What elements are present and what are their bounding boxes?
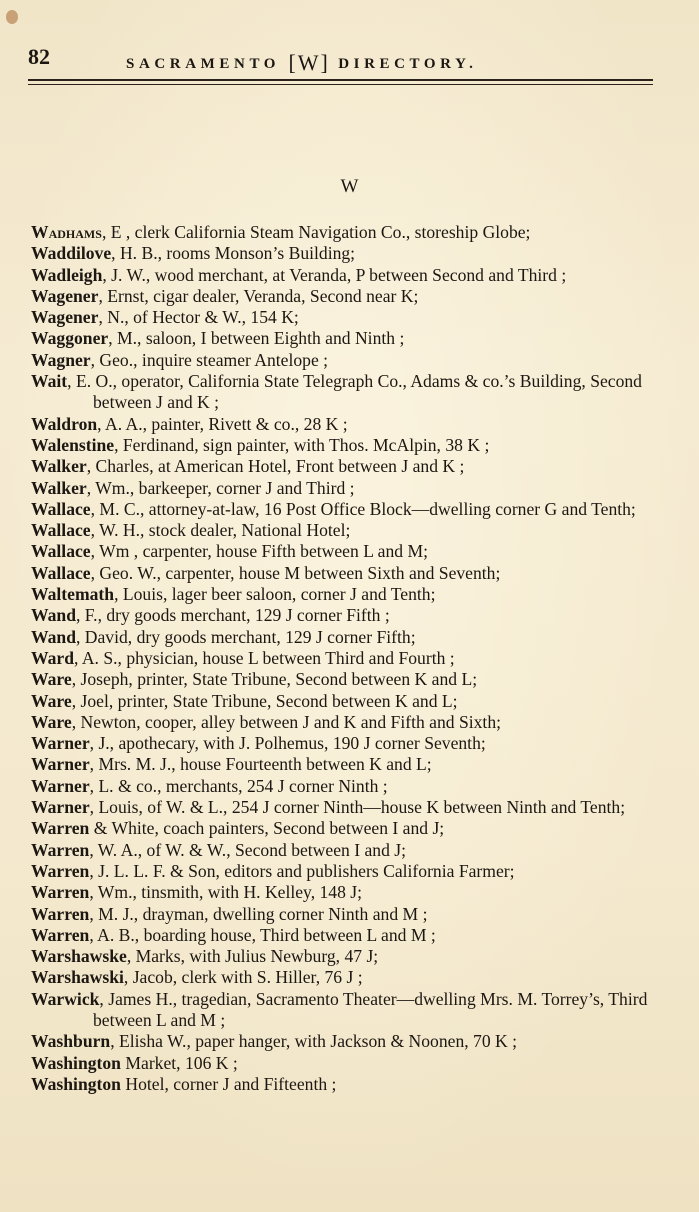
entry-details: , N., of Hector & W., 154 K; [98,307,299,328]
entry-details: , Jacob, clerk with S. Hiller, 76 J ; [123,967,363,988]
page-number: 82 [28,44,50,69]
directory-entry [31,328,659,349]
directory-entry [31,563,659,584]
entry-details: , David, dry goods merchant, 129 J corner Fifth; [76,626,416,647]
header-rule-thick [28,79,653,81]
directory-entry [31,946,659,967]
directory-entry [31,222,659,243]
entry-surname: Washburn [31,1031,111,1052]
entry-surname: Wallace [31,562,91,583]
entry-surname: Washington [31,1073,121,1094]
entry-details: , M., saloon, I between Eighth and Ninth ; [108,328,405,349]
directory-entry [31,840,659,861]
entry-details: & White, coach painters, Second between I and J; [89,818,445,839]
entry-surname: Waddilove [31,243,112,264]
entry-details: Hotel, corner J and Fifteenth ; [120,1073,337,1094]
entry-surname: Wallace [31,541,91,562]
directory-entry [31,818,659,839]
entry-details: , A. A., painter, Rivett & co., 28 K ; [97,413,348,434]
entry-surname: Warren [31,839,90,860]
entry-surname: Ward [31,647,75,668]
entry-details: , Charles, at American Hotel, Front between J and K ; [86,456,465,477]
entry-surname: Washington [31,1052,121,1073]
entry-surname: Walenstine [31,434,115,455]
directory-entry [31,925,659,946]
entry-surname: Warner [31,797,90,818]
ink-stain [6,10,18,24]
entry-details: , J. W., wood merchant, at Veranda, P between Second and Third ; [102,264,567,285]
entry-surname: Ware [31,690,72,711]
running-head-left: SACRAMENTO [126,56,281,72]
directory-entry [31,669,659,690]
entry-surname: Warner [31,733,90,754]
entry-details: , Wm., tinsmith, with H. Kelley, 148 J; [89,882,363,903]
entry-details: , A. S., physician, house L between Third and Fourth ; [74,647,455,668]
directory-entry [31,627,659,648]
directory-entry [31,435,659,456]
entry-details: , Louis, of W. & L., 254 J corner Ninth—house K between Ninth and Tenth; [89,797,626,818]
entry-details: , W. H., stock dealer, National Hotel; [90,520,351,541]
entry-details: , H. B., rooms Monson’s Building; [111,243,356,264]
entry-details: , Joseph, printer, State Tribune, Second between K and L; [71,669,478,690]
entry-surname: Warren [31,818,90,839]
entry-details: , Wm , carpenter, house Fifth between L and M; [90,541,429,562]
entry-details: , Geo. W., carpenter, house M between Sixth and Seventh; [90,562,501,583]
directory-entry [31,541,659,562]
directory-entry [31,904,659,925]
directory-entry [31,1031,659,1052]
running-head-letter: [W] [288,50,330,75]
directory-entry [31,307,659,328]
directory-entry [31,414,659,435]
entry-details: , Wm., barkeeper, corner J and Third ; [86,477,355,498]
directory-entry [31,371,659,414]
entry-surname: Warren [31,924,90,945]
entry-surname: Warner [31,775,90,796]
directory-entry [31,754,659,775]
directory-entry [31,265,659,286]
entry-details: , M. J., drayman, dwelling corner Ninth and M ; [89,903,428,924]
entry-details: , Newton, cooper, alley between J and K and Fifth and Sixth; [71,711,502,732]
entry-surname: Wagener [31,285,99,306]
entry-details: , A. B., boarding house, Third between L and M ; [89,924,436,945]
entry-surname: Waggoner [31,328,109,349]
entry-surname: Walker [31,477,87,498]
entry-surname: Warwick [31,988,100,1009]
entry-surname: Warren [31,903,90,924]
entry-surname: Ware [31,711,72,732]
entry-details: , Elisha W., paper hanger, with Jackson & Noonen, 70 K ; [110,1031,518,1052]
directory-entry [31,1074,659,1095]
entry-surname: Waltemath [31,584,115,605]
entry-surname: Ware [31,669,72,690]
directory-entry [31,350,659,371]
entry-details: , J. L. L. F. & Son, editors and publishers California Farmer; [89,860,515,881]
entry-surname: Wagener [31,307,99,328]
entry-surname: Wagner [31,349,91,370]
entry-details: , J., apothecary, with J. Polhemus, 190 J corner Seventh; [89,733,486,754]
directory-entry [31,989,659,1032]
directory-entry [31,648,659,669]
entry-surname: Wadhams [31,222,102,242]
entry-details: , L. & co., merchants, 254 J corner Ninth ; [89,775,388,796]
directory-entry [31,286,659,307]
directory-entry [31,499,659,520]
entry-surname: Warshawski [31,967,124,988]
directory-entry [31,584,659,605]
entry-details: , Ernst, cigar dealer, Veranda, Second near K; [98,285,419,306]
entry-details: , W. A., of W. & W., Second between I and J; [89,839,406,860]
entry-surname: Walker [31,456,87,477]
entry-details: , M. C., attorney-at-law, 16 Post Office Block—dwelling corner G and Tenth; [90,498,636,519]
directory-entry [31,691,659,712]
entry-details: , Geo., inquire steamer Antelope ; [90,349,329,370]
directory-entry [31,520,659,541]
running-head-right: DIRECTORY. [338,56,478,72]
running-head [126,48,477,74]
entry-details: , Joel, printer, State Tribune, Second between K and L; [71,690,458,711]
directory-entry [31,456,659,477]
entry-details: , Mrs. M. J., house Fourteenth between K and L; [89,754,432,775]
entry-surname: Warren [31,882,90,903]
entry-details: , James H., tragedian, Sacramento Theater—dwelling Mrs. M. Torrey’s, Third between L and M ; [93,988,648,1030]
entry-surname: Wadleigh [31,264,103,285]
entry-surname: Wait [31,371,68,392]
header-rule-thin [28,84,653,85]
entry-surname: Wallace [31,498,91,519]
directory-entry [31,967,659,988]
entry-details: , Louis, lager beer saloon, corner J and Tenth; [114,584,436,605]
directory-entry [31,605,659,626]
entry-surname: Warner [31,754,90,775]
entry-surname: Wand [31,605,76,626]
directory-entry [31,776,659,797]
entry-details: , Ferdinand, sign painter, with Thos. McAlpin, 38 K ; [114,434,490,455]
directory-entry [31,733,659,754]
entry-surname: Waldron [31,413,98,434]
entry-details: Market, 106 K ; [120,1052,238,1073]
entry-surname: Wand [31,626,76,647]
entry-surname: Warren [31,860,90,881]
entry-surname: Wallace [31,520,91,541]
entry-details: , F., dry goods merchant, 129 J corner Fifth ; [76,605,390,626]
directory-entry [31,1053,659,1074]
entry-surname: Warshawske [31,946,127,967]
directory-entry [31,861,659,882]
entry-details: , Marks, with Julius Newburg, 47 J; [126,946,379,967]
directory-entry [31,882,659,903]
entry-details: , E. O., operator, California State Telegraph Co., Adams & co.’s Building, Second between J and K ; [67,371,642,413]
section-letter: W [340,176,359,197]
entry-details: , E , clerk California Steam Navigation Co., storeship Globe; [101,222,531,242]
directory-entry [31,712,659,733]
directory-entry [31,797,659,818]
directory-entry [31,243,659,264]
directory-entry [31,478,659,499]
directory-entries [31,222,659,1095]
page-header [28,44,648,74]
